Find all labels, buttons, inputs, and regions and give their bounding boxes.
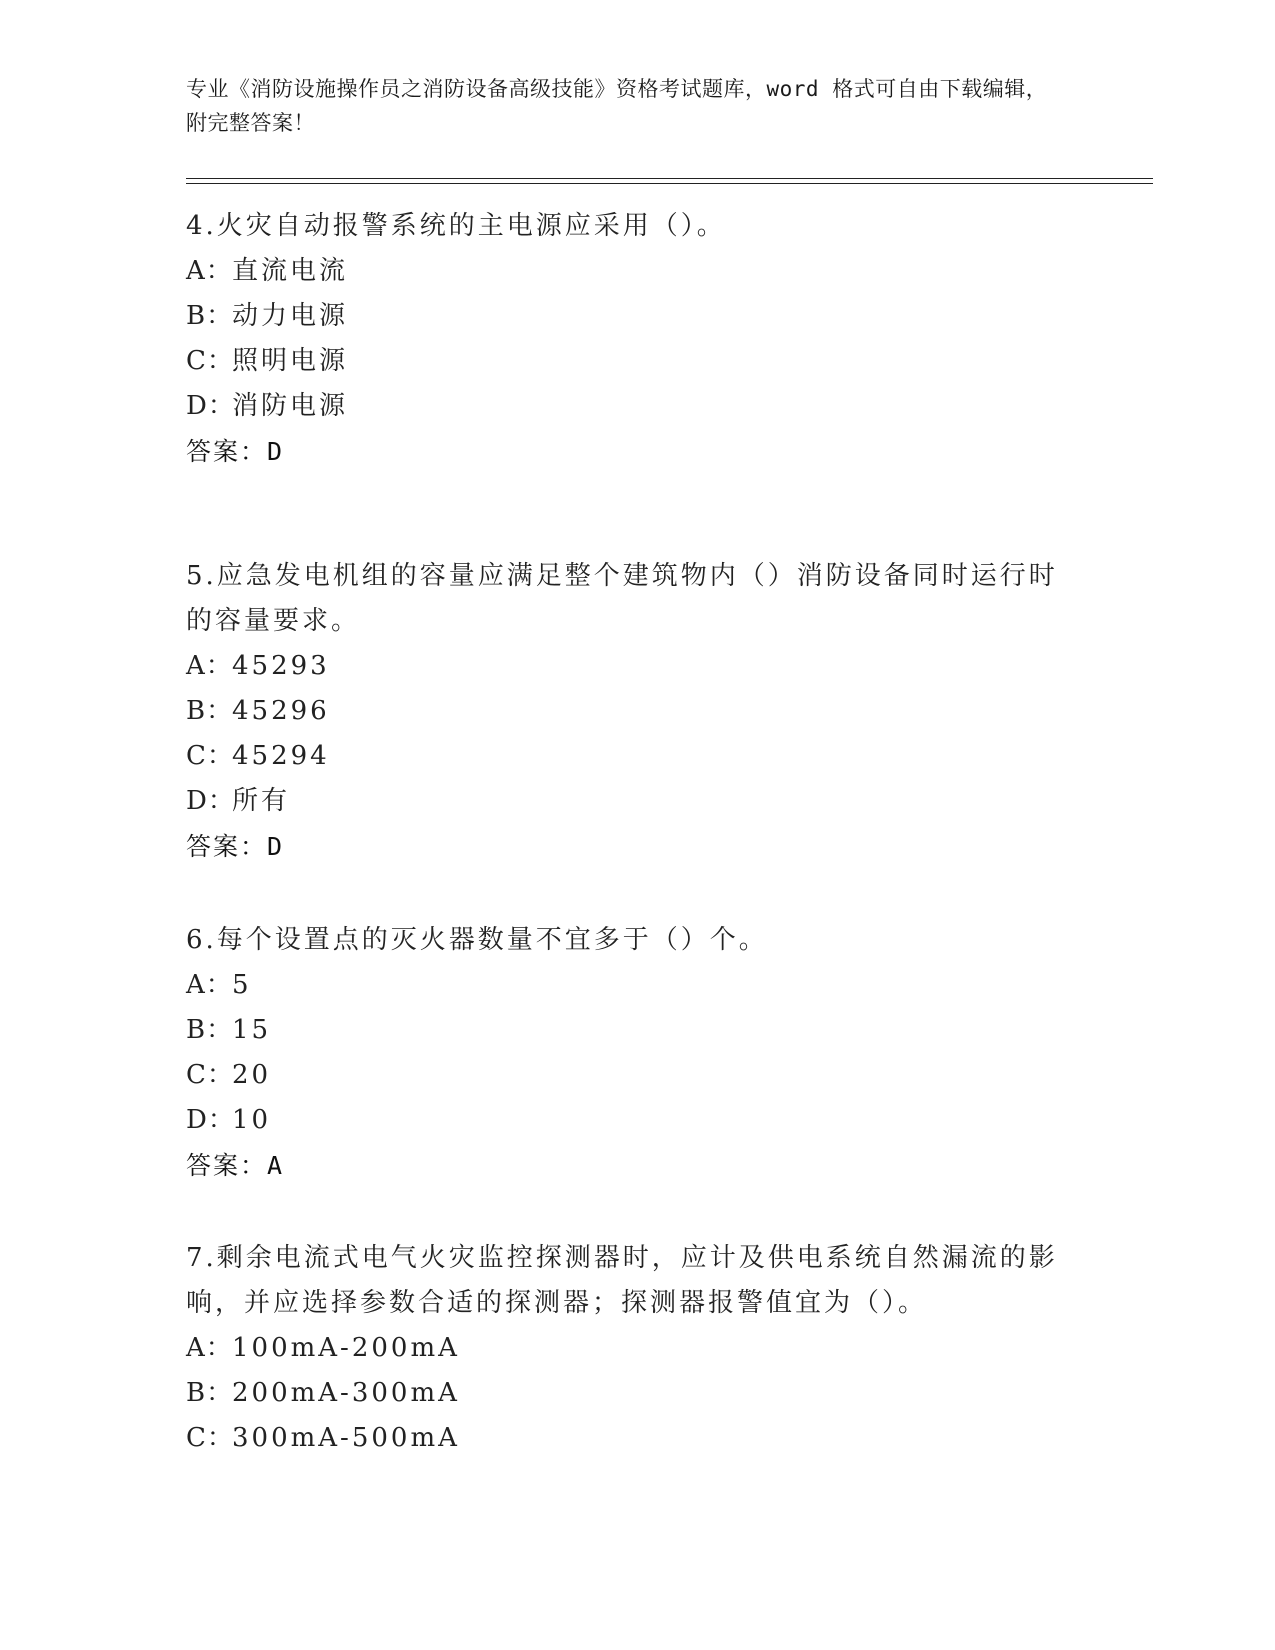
option-text: 照明电源 (232, 346, 349, 376)
question-stem: 6.每个设置点的灭火器数量不宜多于（）个。 (186, 925, 768, 955)
option-b (186, 294, 1066, 339)
option-key: C： (186, 1060, 234, 1090)
option-text: 10 (232, 1105, 272, 1135)
question-7 (186, 1236, 1066, 1461)
option-text: 5 (232, 970, 252, 1000)
option-a (186, 963, 1066, 1008)
option-text: 45296 (232, 696, 330, 726)
option-text: 300mA-500mA (232, 1423, 460, 1453)
question-4 (186, 204, 1066, 474)
option-c (186, 1053, 1066, 1098)
option-text: 直流电流 (232, 256, 349, 286)
option-key: C： (186, 346, 234, 376)
option-key: D： (186, 391, 235, 421)
option-text: 45294 (232, 741, 330, 771)
option-key: D： (186, 786, 235, 816)
option-text: 45293 (232, 651, 330, 681)
question-stem: 4.火灾自动报警系统的主电源应采用（）。 (186, 211, 726, 241)
option-key: A： (186, 970, 233, 1000)
answer-line: 答案：D (186, 832, 285, 861)
option-text: 所有 (232, 786, 291, 816)
option-a (186, 644, 1066, 689)
question-5 (186, 554, 1066, 869)
option-d (186, 1098, 1066, 1143)
option-b (186, 1008, 1066, 1053)
option-text: 15 (232, 1015, 272, 1045)
option-key: B： (186, 696, 234, 726)
document-header: 专业《消防设施操作员之消防设备高级技能》资格考试题库，word 格式可自由下载编辑，附完整答案！ (186, 77, 1048, 135)
option-d (186, 384, 1066, 429)
option-text: 100mA-200mA (232, 1333, 460, 1363)
header-divider-bottom (186, 183, 1153, 184)
option-c (186, 734, 1066, 779)
option-key: C： (186, 741, 234, 771)
option-c (186, 1416, 1066, 1461)
option-text: 消防电源 (232, 391, 349, 421)
option-b (186, 1371, 1066, 1416)
option-key: A： (186, 256, 233, 286)
option-key: B： (186, 301, 234, 331)
answer-line: 答案：D (186, 437, 285, 466)
question-stem: 7.剩余电流式电气火灾监控探测器时，应计及供电系统自然漏流的影响，并应选择参数合适的探测器；探测器报警值宜为（）。 (186, 1243, 1058, 1318)
option-key: B： (186, 1378, 234, 1408)
option-text: 20 (232, 1060, 272, 1090)
option-text: 动力电源 (232, 301, 349, 331)
option-d (186, 779, 1066, 824)
option-c (186, 339, 1066, 384)
option-key: A： (186, 651, 233, 681)
option-a (186, 249, 1066, 294)
option-key: C： (186, 1423, 234, 1453)
question-stem: 5.应急发电机组的容量应满足整个建筑物内（）消防设备同时运行时的容量要求。 (186, 561, 1058, 636)
option-text: 200mA-300mA (232, 1378, 460, 1408)
answer-line: 答案：A (186, 1151, 285, 1180)
option-a (186, 1326, 1066, 1371)
option-key: A： (186, 1333, 233, 1363)
question-6 (186, 918, 1066, 1188)
option-b (186, 689, 1066, 734)
header-divider-top (186, 178, 1153, 179)
option-key: B： (186, 1015, 234, 1045)
option-key: D： (186, 1105, 235, 1135)
